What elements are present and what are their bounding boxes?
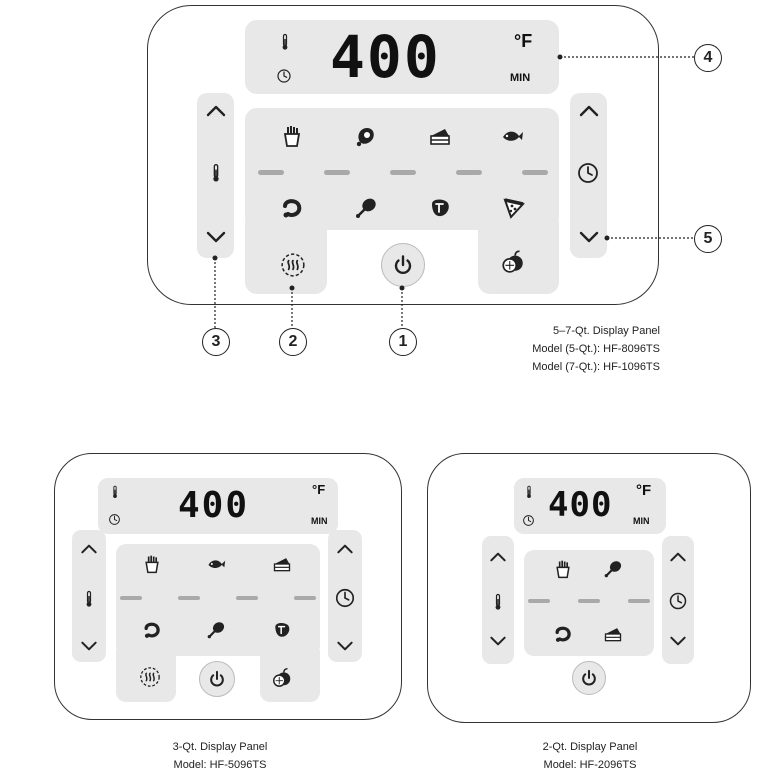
clock-icon — [522, 514, 535, 527]
temperature-readout: 400 — [548, 485, 613, 525]
fries-icon[interactable] — [142, 554, 162, 574]
shrimp-icon[interactable] — [142, 620, 162, 640]
temp-up-button[interactable] — [487, 546, 509, 568]
time-up-button[interactable] — [667, 546, 689, 568]
caption-line: 2-Qt. Display Panel — [542, 741, 638, 753]
divider-dash — [236, 596, 258, 600]
power-icon — [579, 668, 599, 688]
chevron-up-icon — [79, 539, 99, 559]
callout-2: 2 — [279, 328, 307, 356]
steam-icon[interactable] — [139, 666, 161, 688]
callout-leader-lines — [0, 0, 782, 360]
thermometer-icon — [80, 588, 98, 610]
caption-line: Model (7-Qt.): HF-1096TS — [532, 361, 660, 373]
clock-icon — [108, 513, 121, 526]
chevron-up-icon — [488, 547, 508, 567]
temp-down-button[interactable] — [78, 635, 100, 657]
caption-line: 5–7-Qt. Display Panel — [553, 325, 660, 337]
drumstick-icon[interactable] — [603, 559, 623, 579]
cake-icon[interactable] — [603, 624, 623, 644]
medium-panel-caption — [140, 738, 300, 774]
fahrenheit-unit: °F — [312, 482, 326, 497]
cake-icon[interactable] — [272, 554, 292, 574]
divider-dash — [528, 599, 550, 603]
thermometer-icon — [522, 484, 536, 500]
time-down-button[interactable] — [667, 630, 689, 652]
temp-up-button[interactable] — [78, 538, 100, 560]
temp-down-button[interactable] — [487, 630, 509, 652]
steak-icon[interactable] — [272, 620, 292, 640]
fish-icon[interactable] — [203, 554, 229, 574]
time-up-button[interactable] — [334, 538, 356, 560]
chevron-up-icon — [668, 547, 688, 567]
shrimp-icon[interactable] — [553, 624, 573, 644]
minutes-unit: MIN — [311, 516, 328, 526]
thermometer-icon — [108, 484, 122, 500]
divider-dash — [578, 599, 600, 603]
callout-4: 4 — [694, 44, 722, 72]
minutes-unit: MIN — [633, 516, 650, 526]
power-button[interactable] — [572, 661, 606, 695]
caption-line: 3-Qt. Display Panel — [172, 741, 268, 753]
chevron-down-icon — [335, 636, 355, 656]
divider-dash — [294, 596, 316, 600]
temperature-readout: 400 — [178, 485, 250, 526]
minutes-unit: MIN — [510, 72, 531, 84]
divider-dash — [628, 599, 650, 603]
divider-dash — [178, 596, 200, 600]
small-panel-caption — [510, 738, 670, 774]
fahrenheit-unit: °F — [514, 31, 533, 51]
fahrenheit-unit: °F — [636, 482, 652, 499]
caption-line: Model (5-Qt.): HF-8096TS — [532, 343, 660, 355]
chevron-down-icon — [79, 636, 99, 656]
chevron-down-icon — [668, 631, 688, 651]
power-button[interactable] — [199, 661, 235, 697]
chevron-up-icon — [335, 539, 355, 559]
drumstick-icon[interactable] — [206, 620, 226, 640]
callout-1: 1 — [389, 328, 417, 356]
caption-line: Model: HF-2096TS — [543, 759, 637, 771]
callout-5: 5 — [694, 225, 722, 253]
preset-area — [524, 550, 654, 656]
thermometer-icon — [489, 592, 507, 612]
power-icon — [207, 669, 227, 689]
divider-dash — [120, 596, 142, 600]
large-panel-caption — [520, 322, 660, 376]
caption-line: Model: HF-5096TS — [173, 759, 267, 771]
clock-icon — [668, 591, 688, 611]
vegetable-icon[interactable] — [271, 666, 293, 688]
callout-3: 3 — [202, 328, 230, 356]
temperature-readout: 400 — [330, 23, 441, 91]
fries-icon[interactable] — [553, 559, 573, 579]
time-down-button[interactable] — [334, 635, 356, 657]
chevron-down-icon — [488, 631, 508, 651]
clock-icon — [334, 587, 356, 609]
